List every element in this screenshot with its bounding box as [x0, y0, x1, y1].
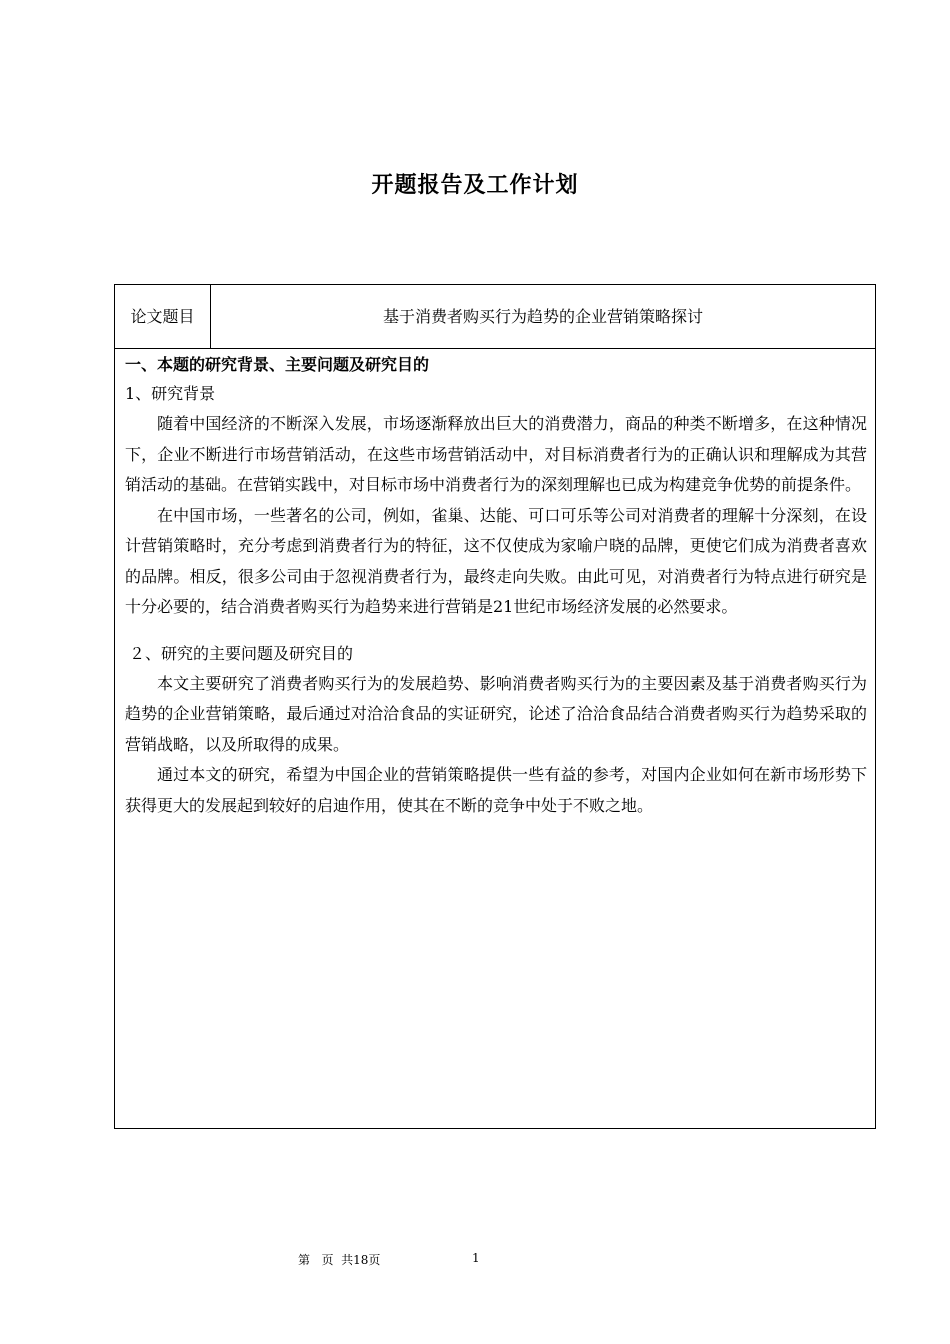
background-paragraph-2: 在中国市场，一些著名的公司，例如，雀巢、达能、可口可乐等公司对消费者的理解十分深刻，在设计营销策略时，充分考虑到消费者行为的特征，这不仅使成为家喻户晓的品牌，更使它们成为消费者喜欢的品牌。相反，很多公司由于忽视消费者行为，最终走向失败。由此可见，对消费者行为特点进行研究是十分必要的，结合消费者购买行为趋势来进行营销是21世纪市场经济发展的必然要求。 [125, 505, 867, 616]
questions-paragraph-2: 通过本文的研究，希望为中国企业的营销策略提供一些有益的参考，对国内企业如何在新市场形势下获得更大的发展起到较好的启迪作用，使其在不断的竞争中处于不败之地。 [125, 765, 867, 815]
thesis-title-value: 基于消费者购买行为趋势的企业营销策略探讨 [382, 307, 703, 326]
research-background-heading: 1、研究背景 [125, 384, 216, 403]
proposal-form-table [114, 284, 876, 1129]
research-content-cell [115, 349, 875, 821]
background-paragraph-1: 随着中国经济的不断深入发展，市场逐渐释放出巨大的消费潜力，商品的种类不断增多，在这种情况下，企业不断进行市场营销活动，在这些市场营销活动中，对目标消费者行为的正确认识和理解成为其营销活动的基础。在营销实践中，对目标市场中消费者行为的深刻理解也已成为构建竞争优势的前提条件。 [125, 414, 867, 494]
page-info: 第 页 共18页 [298, 1253, 381, 1267]
page-title: 开题报告及工作计划 [371, 173, 579, 198]
questions-paragraph-1: 本文主要研究了消费者购买行为的发展趋势、影响消费者购买行为的主要因素及基于消费者购买行为趋势的企业营销策略，最后通过对洽洽食品的实证研究，论述了洽洽食品结合消费者购买行为趋势采取的营销战略，以及所取得的成果。 [125, 673, 867, 754]
section-heading: 一、本题的研究背景、主要问题及研究目的 [125, 355, 430, 374]
page-number: 1 [472, 1251, 480, 1265]
research-questions-heading: ２、研究的主要问题及研究目的 [129, 643, 354, 663]
paragraph-gap [125, 623, 867, 639]
thesis-title-label: 论文题目 [115, 285, 211, 348]
thesis-title-row [115, 285, 875, 349]
